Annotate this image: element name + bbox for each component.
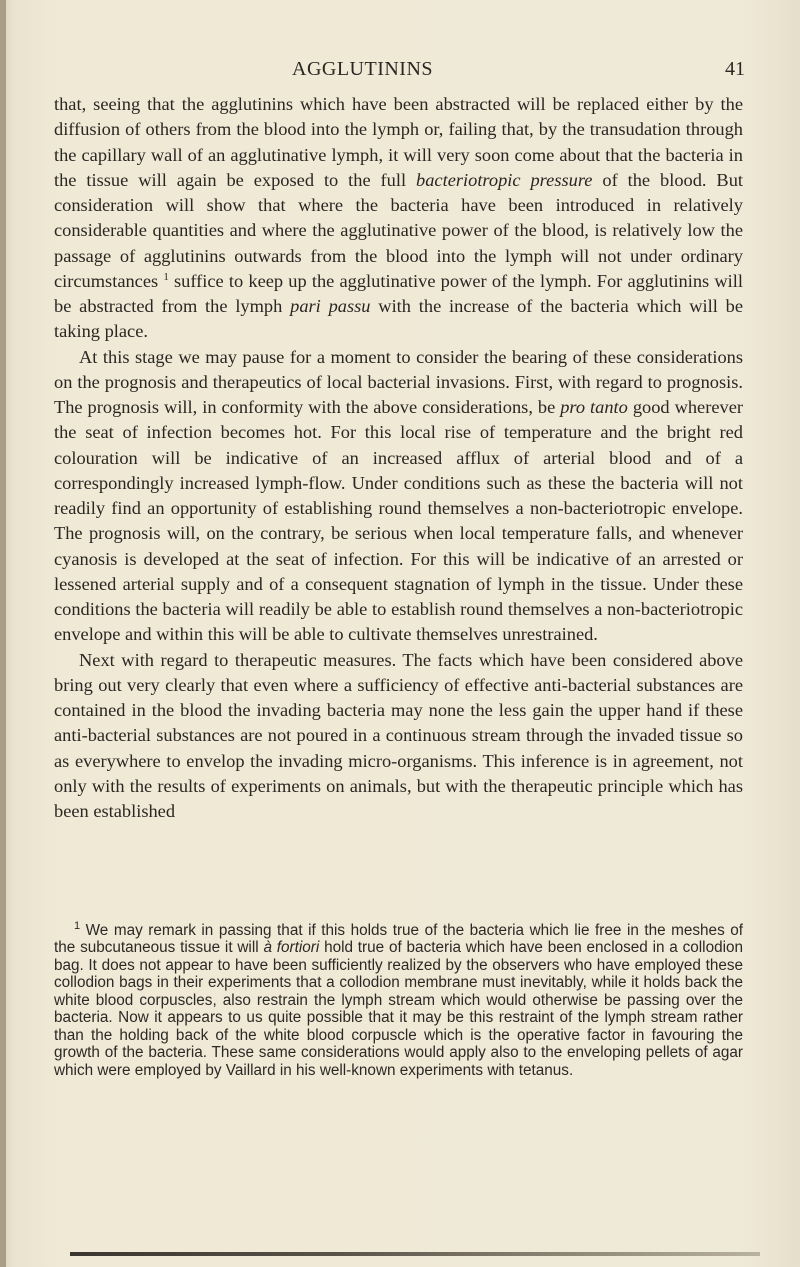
page-number: 41	[725, 58, 745, 80]
italic-phrase-a-fortiori: à fortiori	[263, 939, 320, 957]
running-head: AGGLUTININS	[292, 58, 434, 80]
page-bottom-shadow	[70, 1252, 760, 1256]
paragraph-1-text-c: suffice to keep up the agglutinative power of the lymph. For agglutinins will be abstracted from the lymph	[54, 270, 743, 316]
footnote-text-a: We may remark in passing that if this holds true of the bacteria which lie free in the meshes of the subcutaneous tissue it will	[54, 922, 743, 957]
page-left-edge	[0, 0, 6, 1267]
footnote	[54, 919, 743, 1079]
paragraph-1	[54, 92, 743, 345]
paragraph-2	[54, 345, 743, 648]
paragraph-1-text-a: that, seeing that the agglutinins which have been abstracted will be replaced either by the diffusion of others from the blood into the lymph or, failing that, by the transudation through the capillary wall of an agglutinative lymph, it will very soon come about that the bacteria in the tissue will again be exposed to the full	[54, 94, 743, 190]
paragraph-3: Next with regard to therapeutic measures. The facts which have been considered above bring out very clearly that even where a sufficiency of effective anti-bacterial substances are contained in the blood the invading bacteria may none the less gain the upper hand if these anti-bacterial substances are not poured in a continuous stream through the invaded tissue so as everywhere to envelop the invading micro-organisms. This inference is in agreement, not only with the results of experiments on animals, but with the therapeutic principle which has been established	[54, 649, 743, 821]
italic-phrase-pro-tanto: pro tanto	[560, 397, 628, 417]
footnote-reference: 1	[163, 270, 169, 283]
paragraph-2-text-a: At this stage we may pause for a moment to consider the bearing of these considerations on the prognosis and therapeutics of local bacterial invasions. First, with regard to prognosis. The prognosis will, in conformity with the above considerations, be	[54, 346, 743, 417]
italic-phrase-pari-passu: pari passu	[290, 296, 371, 316]
italic-phrase-bacteriotropic-pressure: bacteriotropic pressure	[416, 169, 593, 190]
paragraph-2-text-b: good wherever the seat of infection becomes hot. For this local rise of temperature and the bright red colouration will be indicative of an increased afflux of arterial blood and of a correspondingly increased lymph-flow. Under conditions such as these the bacteria will not readily find an opportunity of establishing round themselves a non-bacteriotropic envelope. The prognosis will, on the contrary, be serious when local temperature falls, and whenever cyanosis is developed at the seat of infection. For this will be indicative of an arrested or lessened arterial supply and of a consequent stagnation of lymph in the tissue. Under these conditions the bacteria will readily be able to establish round themselves a non-bacteriotropic envelope and within this will be able to cultivate themselves unrestrained.	[54, 397, 743, 645]
paragraph-1-text-b: of the blood. But consideration will show that where the bacteria have been introduced in relatively considerable quantities and where the agglutinative power of the blood, is relatively low the passage of agglutinins outwards from the blood into the lymph will not under ordinary circumstances	[54, 169, 744, 291]
footnote-text-b: hold true of bacteria which have been enclosed in a collodion bag. It does not appear to have been sufficiently realized by the observers who have employed these collodion bags in their experiments that a collodion membrane must inevitably, while it holds back the white blood corpuscles, also restrain the lymph stream which would otherwise be passing over the bacteria. Now it appears to us quite possible that it may be this restraint of the lymph stream rather than the holding back of the white blood corpuscle which is the operative factor in favouring the growth of the bacteria. These same considerations would apply also to the enveloping pellets of agar which were employed by Vaillard in his well-known experiments with tetanus.	[54, 939, 743, 1079]
page-header	[52, 54, 752, 88]
footnote-marker: 1	[74, 919, 81, 932]
main-text	[54, 92, 743, 824]
paragraph-1-text-d: with the increase of the bacteria which will be taking place.	[54, 296, 743, 342]
footnote-paragraph	[54, 919, 743, 1079]
